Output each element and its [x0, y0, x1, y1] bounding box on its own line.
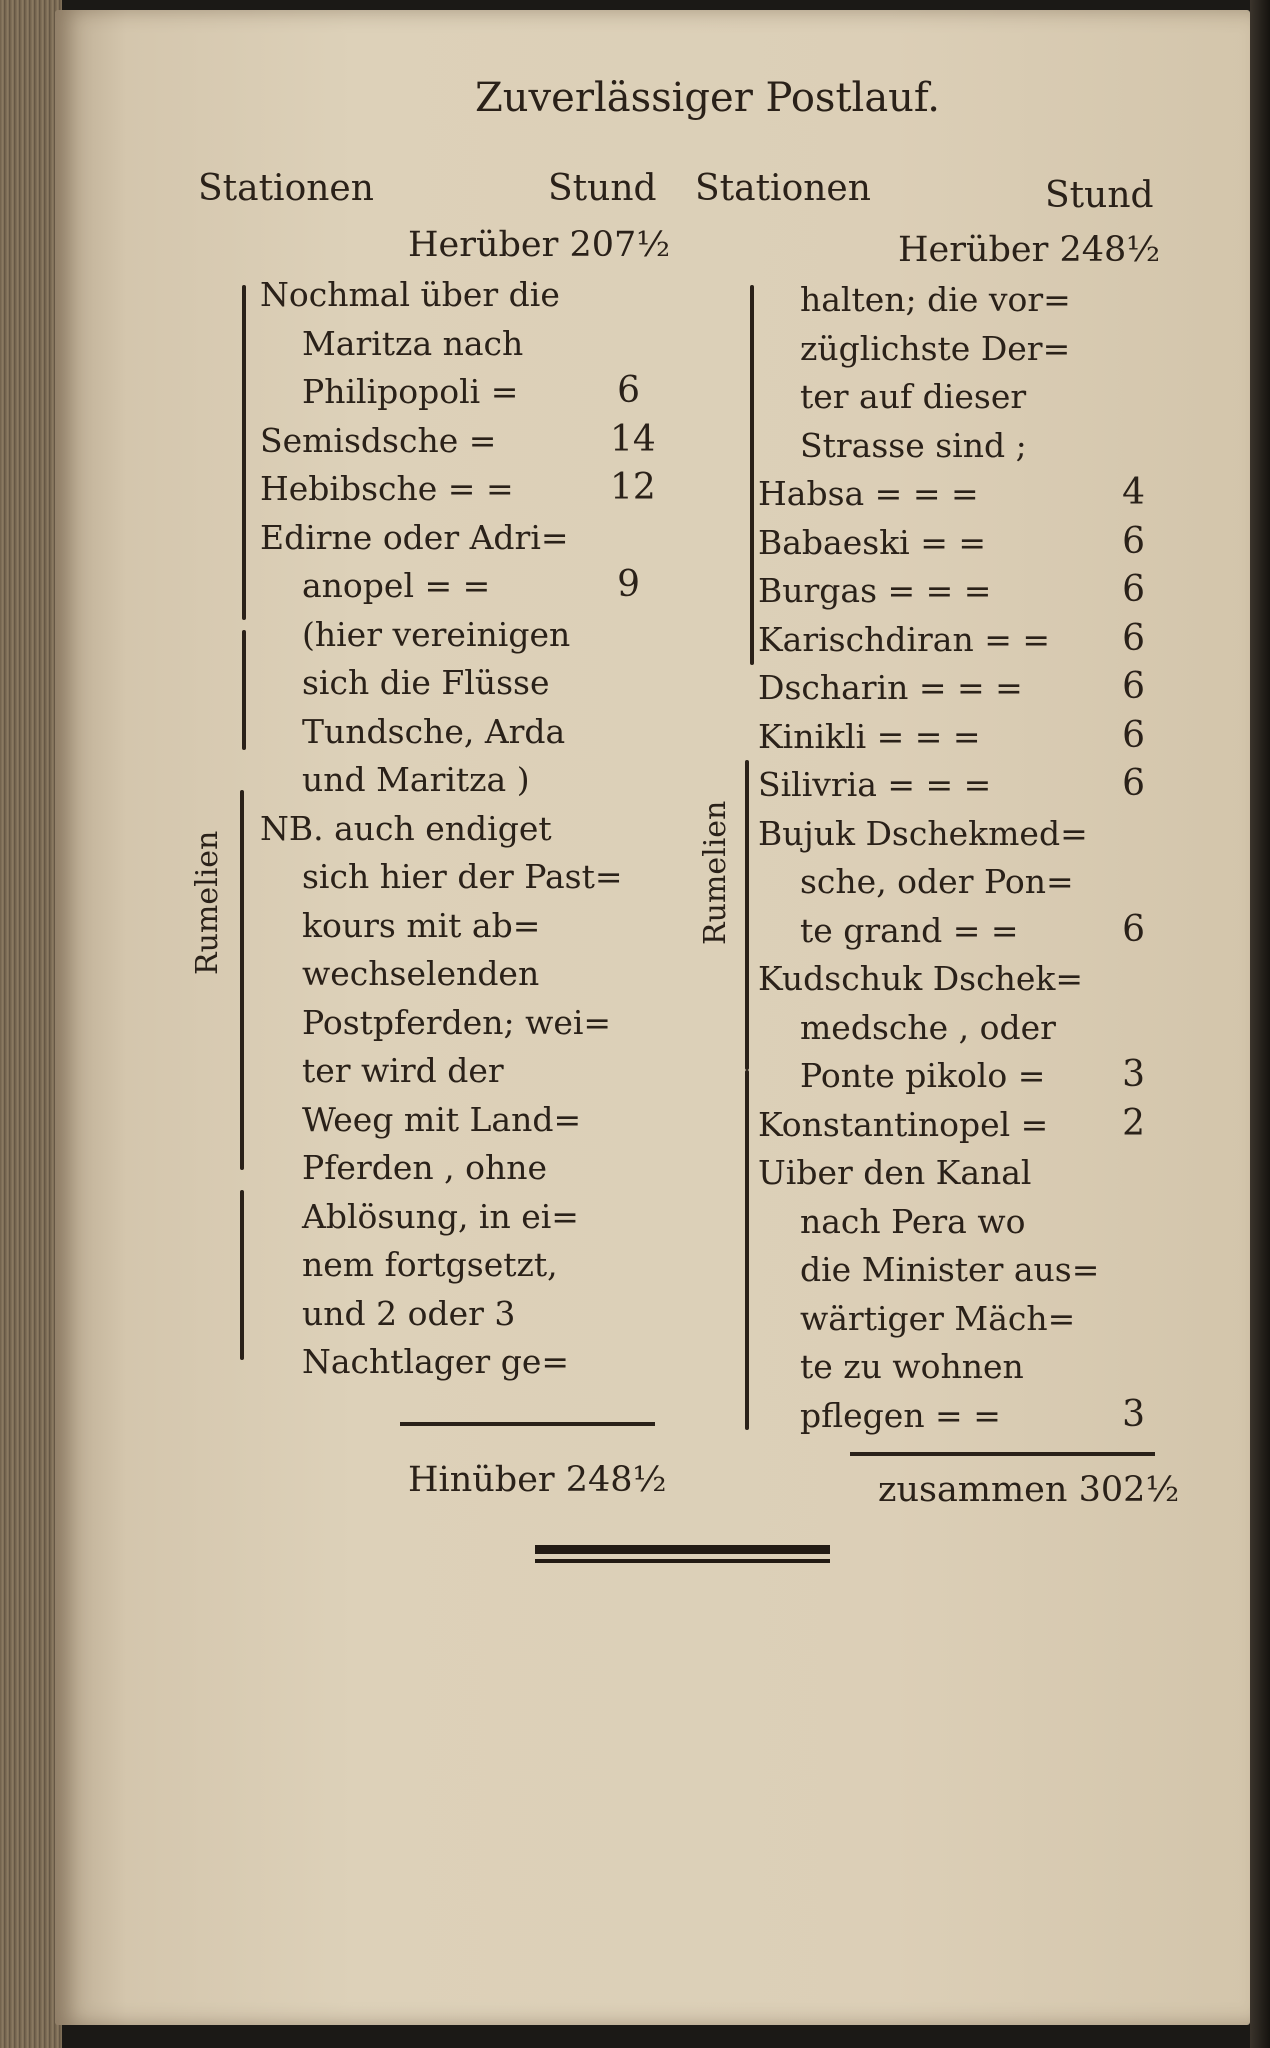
- right-station-line: Bujuk Dschekmed=: [758, 813, 1088, 853]
- column-header-stationen-right: Stationen: [695, 168, 871, 209]
- right-station-line: Kinikli = = =: [758, 716, 981, 756]
- left-station-line: Ablösung, in ei=: [302, 1196, 579, 1236]
- right-station-line: Silivria = = =: [758, 765, 992, 804]
- left-station-line: anopel = =: [302, 566, 491, 605]
- left-station-line: Hebibsche = =: [260, 469, 514, 508]
- right-station-line: te grand = =: [800, 910, 1019, 950]
- right-brace-top: [750, 285, 754, 665]
- left-station-line: sich die Flüsse: [302, 663, 550, 702]
- right-carry-in: Herüber 248½: [898, 230, 1161, 270]
- left-brace-middle: [242, 630, 246, 750]
- right-station-hours: 6: [1122, 908, 1145, 950]
- right-station-line: Dscharin = = =: [758, 668, 1023, 707]
- right-station-line: Habsa = = =: [758, 474, 979, 513]
- right-station-line: Konstantinopel =: [758, 1104, 1049, 1144]
- right-brace-bottom: [745, 1070, 749, 1430]
- right-station-line: pflegen = =: [800, 1395, 1001, 1435]
- left-station-hours: 9: [617, 564, 640, 605]
- left-station-hours: 6: [617, 370, 640, 411]
- left-total-rule: [400, 1422, 655, 1426]
- left-station-line: Edirne oder Adri=: [260, 517, 569, 557]
- left-station-line: Nochmal über die: [260, 275, 560, 314]
- right-station-line: halten; die vor=: [800, 280, 1071, 319]
- right-station-line: ter auf dieser: [800, 377, 1027, 416]
- left-station-line: NB. auch endiget: [260, 808, 552, 848]
- left-station-line: Semisdsche =: [260, 420, 497, 460]
- right-station-line: Uiber den Kanal: [758, 1153, 1032, 1192]
- right-station-hours: 3: [1122, 1393, 1145, 1435]
- book-right-edge: [1250, 0, 1270, 2048]
- right-station-line: Ponte pikolo =: [800, 1056, 1046, 1095]
- right-station-hours: 6: [1122, 714, 1145, 756]
- right-station-hours: 6: [1122, 617, 1145, 659]
- left-station-line: Pferden , ohne: [302, 1148, 548, 1187]
- left-brace-lower: [240, 790, 244, 1170]
- right-station-line: die Minister aus=: [800, 1250, 1100, 1289]
- right-station-hours: 2: [1122, 1102, 1145, 1144]
- right-total-rule: [850, 1452, 1155, 1456]
- left-station-line: und Maritza ): [302, 760, 530, 799]
- left-station-line: (hier vereinigen: [302, 614, 571, 654]
- left-station-line: Tundsche, Arda: [302, 711, 566, 751]
- page-heading: Zuverlässiger Postlauf.: [475, 75, 941, 121]
- left-station-line: kours mit ab=: [302, 905, 541, 945]
- column-header-stationen-left: Stationen: [198, 168, 374, 209]
- left-station-line: und 2 oder 3: [302, 1293, 516, 1333]
- right-station-line: züglichste Der=: [800, 328, 1071, 368]
- right-station-hours: 4: [1122, 472, 1145, 513]
- right-station-line: Kudschuk Dschek=: [758, 959, 1084, 998]
- right-station-hours: 3: [1122, 1054, 1145, 1095]
- right-station-hours: 6: [1122, 666, 1145, 707]
- left-brace-bottom: [240, 1190, 244, 1360]
- right-station-line: Karischdiran = =: [758, 619, 1050, 659]
- column-header-stund-right: Stund: [1045, 175, 1154, 216]
- right-station-line: nach Pera wo: [800, 1201, 1026, 1241]
- right-station-line: sche, oder Pon=: [800, 862, 1074, 901]
- left-station-line: sich hier der Past=: [302, 857, 623, 896]
- left-station-line: Philipopoli =: [302, 372, 519, 411]
- left-station-line: nem fortgsetzt,: [302, 1245, 558, 1284]
- right-station-line: wärtiger Mäch=: [800, 1298, 1076, 1338]
- right-station-line: Burgas = = =: [758, 571, 992, 610]
- left-station-hours: 12: [610, 467, 656, 508]
- right-station-line: medsche , oder: [800, 1007, 1056, 1047]
- right-station-hours: 6: [1122, 763, 1145, 804]
- left-station-line: Maritza nach: [302, 323, 524, 363]
- closing-ornament-rule: [535, 1545, 830, 1567]
- right-brace-middle: [745, 760, 749, 1070]
- column-header-stund-left: Stund: [548, 168, 657, 209]
- right-side-label: Rumelien: [698, 800, 733, 945]
- right-station-line: te zu wohnen: [800, 1347, 1024, 1386]
- left-station-hours: 14: [610, 418, 656, 460]
- right-station-line: Babaeski = =: [758, 522, 987, 562]
- right-station-hours: 6: [1122, 569, 1145, 610]
- left-carry-in: Herüber 207½: [408, 225, 671, 265]
- left-station-line: Postpferden; wei=: [302, 1002, 612, 1042]
- left-station-line: ter wird der: [302, 1051, 504, 1090]
- right-total: zusammen 302½: [878, 1470, 1180, 1510]
- book-page-edges: [0, 0, 62, 2048]
- left-station-line: Weeg mit Land=: [302, 1099, 582, 1139]
- right-station-line: Strasse sind ;: [800, 425, 1027, 465]
- left-side-label: Rumelien: [190, 830, 225, 975]
- left-brace-top: [242, 285, 246, 620]
- right-station-hours: 6: [1122, 520, 1145, 562]
- left-station-line: wechselenden: [302, 954, 540, 993]
- left-carry-out: Hinüber 248½: [408, 1460, 667, 1500]
- left-station-line: Nachtlager ge=: [302, 1342, 569, 1381]
